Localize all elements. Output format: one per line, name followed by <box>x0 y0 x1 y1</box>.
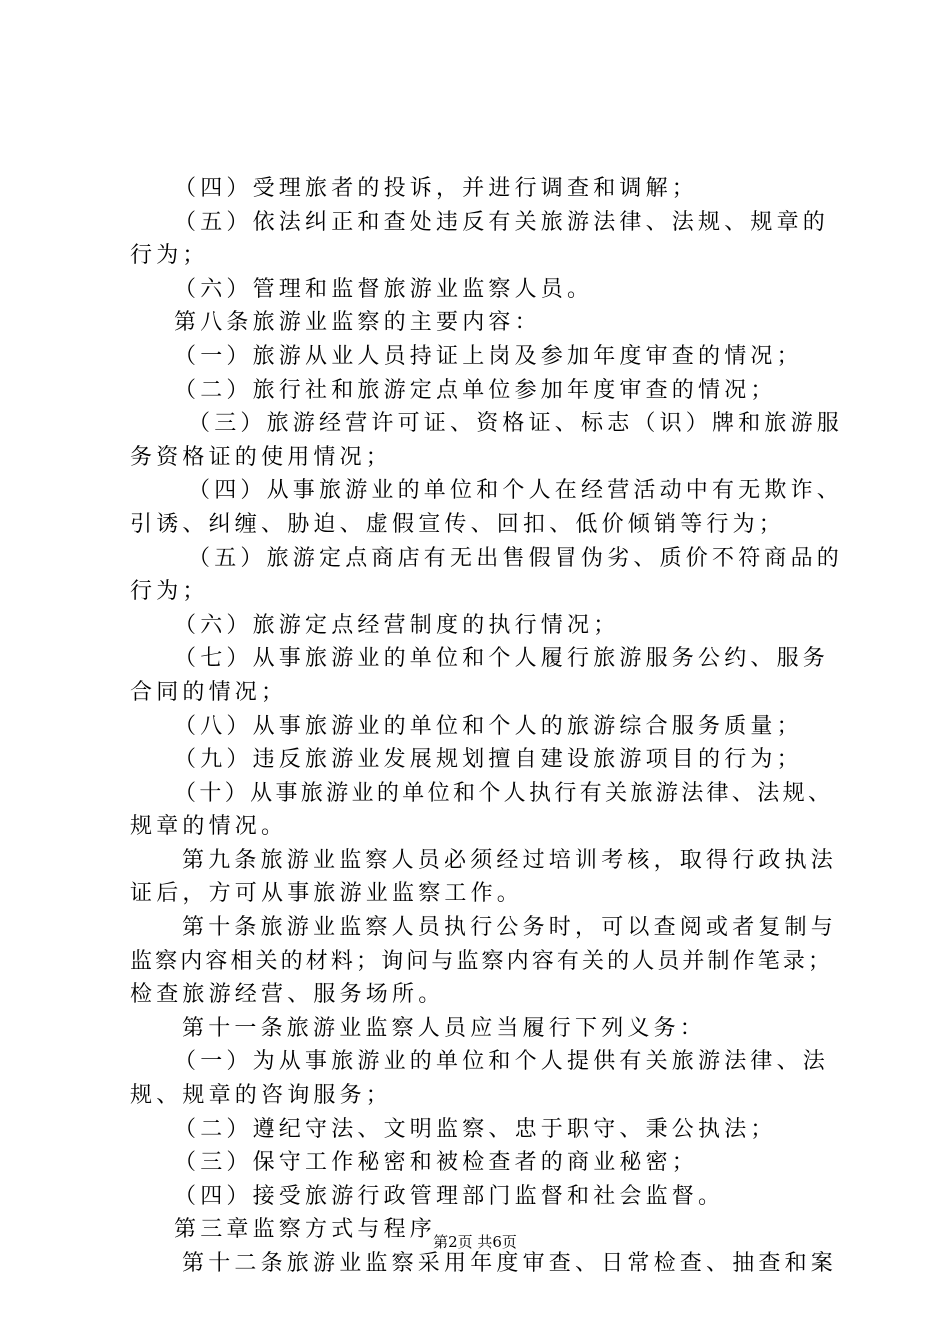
text-line: 证后，方可从事旅游业监察工作。 <box>130 881 524 907</box>
text-line: 监察内容相关的材料；询问与监察内容有关的人员并制作笔录； <box>130 948 830 974</box>
text-line: 合同的情况； <box>130 679 288 705</box>
document-body <box>130 172 844 1281</box>
text-line: （七）从事旅游业的单位和个人履行旅游服务公约、服务 <box>174 646 830 672</box>
text-line: （二）旅行社和旅游定点单位参加年度审查的情况； <box>174 377 777 403</box>
text-line: （三）保守工作秘密和被检查者的商业秘密； <box>174 1150 699 1176</box>
text-line: 规章的情况。 <box>130 814 288 840</box>
text-line: （四）接受旅游行政管理部门监督和社会监督。 <box>174 1183 725 1209</box>
article-heading: 第十条旅游业监察人员执行公务时，可以查阅或者复制与 <box>182 915 838 941</box>
text-line: （一）为从事旅游业的单位和个人提供有关旅游法律、法 <box>174 1049 830 1075</box>
text-line: （二）遵纪守法、文明监察、忠于职守、秉公执法； <box>174 1116 777 1142</box>
text-line: 规、规章的咨询服务； <box>130 1083 393 1109</box>
text-line: （四）受理旅者的投诉，并进行调查和调解； <box>174 176 699 201</box>
text-line: 行为； <box>130 579 209 605</box>
article-heading: 第十二条旅游业监察采用年度审查、日常检查、抽查和案 <box>182 1251 838 1276</box>
text-line: 检查旅游经营、服务场所。 <box>130 982 445 1008</box>
text-line: 行为； <box>130 243 209 269</box>
text-line: （三）旅游经营许可证、资格证、标志（识）牌和旅游服 <box>188 411 844 437</box>
text-line: 务资格证的使用情况； <box>130 444 393 470</box>
article-heading: 第十一条旅游业监察人员应当履行下列义务： <box>182 1015 707 1041</box>
article-heading: 第九条旅游业监察人员必须经过培训考核，取得行政执法 <box>182 847 838 873</box>
chapter-heading: 第三章监察方式与程序 <box>174 1217 437 1243</box>
text-line: （五）旅游定点商店有无出售假冒伪劣、质价不符商品的 <box>188 545 844 571</box>
page-number-footer: 第2页 共6页 <box>433 1233 517 1251</box>
text-line: （九）违反旅游业发展规划擅自建设旅游项目的行为； <box>174 747 803 773</box>
text-line: （四）从事旅游业的单位和个人在经营活动中有无欺诈、 <box>188 478 844 504</box>
text-line: （五）依法纠正和查处违反有关旅游法律、法规、规章的 <box>174 209 830 235</box>
text-line: （十）从事旅游业的单位和个人执行有关旅游法律、法规、 <box>174 780 830 806</box>
text-line: 引诱、纠缠、胁迫、虚假宣传、回扣、低价倾销等行为； <box>130 511 786 537</box>
text-line: （一）旅游从业人员持证上岗及参加年度审查的情况； <box>174 343 803 369</box>
text-line: （六）管理和监督旅游业监察人员。 <box>174 276 594 302</box>
article-heading: 第八条旅游业监察的主要内容： <box>174 310 541 336</box>
text-line: （八）从事旅游业的单位和个人的旅游综合服务质量； <box>174 713 803 739</box>
text-line: （六）旅游定点经营制度的执行情况； <box>174 612 620 638</box>
